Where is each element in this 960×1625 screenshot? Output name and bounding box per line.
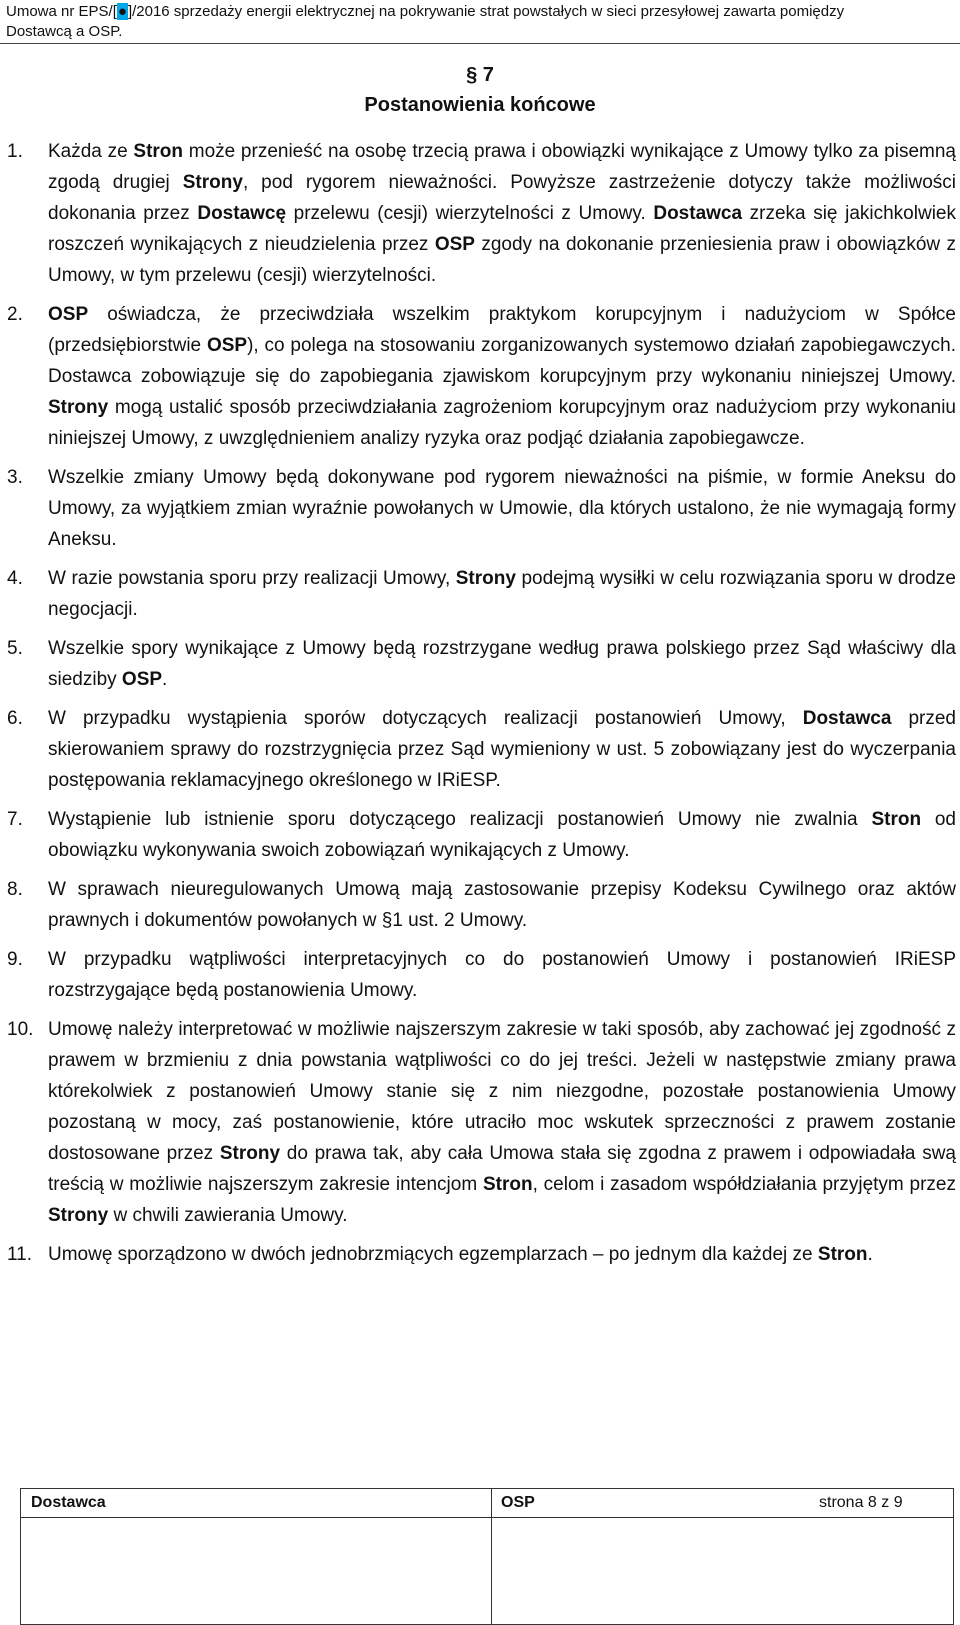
item-text: przelewu (cesji) wierzytelności z Umowy. xyxy=(286,203,654,224)
item-text: Wszelkie zmiany Umowy będą dokonywane pod rygorem nieważności na piśmie, w formie Aneksu do Umowy, za wyjątkiem zmian wyraźnie powołanych w Umowie, dla których ustalono, że nie wymagają formy Aneksu. xyxy=(48,467,956,550)
defined-term: Strony xyxy=(182,172,243,193)
item-text: przed skierowaniem sprawy do rozstrzygnięcia przez Sąd wymieniony w ust. 5 zobowiązany jest do wyczerpania postępowania reklamacyjnego określonego w IRiESP. xyxy=(48,708,956,791)
defined-term: Dostawca xyxy=(653,203,743,224)
item-text: od obowiązku wykonywania swoich zobowiązań wynikających z Umowy. xyxy=(48,809,956,861)
header-divider xyxy=(0,43,960,44)
item-text: W przypadku wystąpienia sporów dotyczących realizacji postanowień Umowy, xyxy=(48,708,803,729)
list-item xyxy=(0,1239,960,1270)
item-number: 2. xyxy=(7,304,23,325)
item-number: 9. xyxy=(7,949,23,970)
footer-header-row xyxy=(21,1489,953,1518)
item-text: do prawa tak, aby cała Umowa stała się zgodna z prawem i odpowiadała swą treścią w możliwie najszerszym zakresie intencjom xyxy=(48,1143,956,1195)
defined-term: OSP xyxy=(48,304,89,325)
defined-term: Strony xyxy=(48,397,109,418)
list-item xyxy=(0,299,960,454)
defined-term: Stron xyxy=(817,1244,868,1265)
defined-term: Stron xyxy=(871,809,922,830)
placeholder-marker: ● xyxy=(117,3,127,20)
list-item xyxy=(0,944,960,1006)
item-text: , pod rygorem nieważności. Powyższe zastrzeżenie dotyczy także możliwości dokonania przez xyxy=(48,172,956,224)
item-text: . xyxy=(867,1244,873,1265)
item-number: 4. xyxy=(7,568,23,589)
list-item xyxy=(0,633,960,695)
item-number: 3. xyxy=(7,467,23,488)
list-item xyxy=(0,462,960,555)
list-item xyxy=(0,1014,960,1231)
item-text: Każda ze xyxy=(48,141,134,162)
section-title: Postanowienia końcowe xyxy=(364,94,596,116)
section-number: § 7 xyxy=(466,64,494,86)
item-text: oświadcza, że przeciwdziała wszelkim praktykom korupcyjnym i nadużyciom w Spółce (przedsiębiorstwie xyxy=(48,304,956,356)
item-text: mogą ustalić sposób przeciwdziałania zagrożeniom korupcyjnym oraz nadużyciom przy wykonaniu niniejszej Umowy, z uwzględnieniem analizy ryzyka oraz podjąć działania zapobiegawcze. xyxy=(48,397,956,449)
item-text: Umowę sporządzono w dwóch jednobrzmiących egzemplarzach – po jednym dla każdej ze xyxy=(48,1244,818,1265)
item-number: 1. xyxy=(7,141,23,162)
list-item xyxy=(0,804,960,866)
header-line-2: Dostawcą a OSP. xyxy=(6,23,123,40)
item-text: W razie powstania sporu przy realizacji Umowy, xyxy=(48,568,456,589)
item-text: ), co polega na stosowaniu zorganizowanych systemowo działań zapobiegawczych. Dostawca zobowiązuje się do zapobiegania zjawiskom korupcyjnym przy wykonaniu niniejszej Umowy. xyxy=(48,335,956,387)
defined-term: OSP xyxy=(206,335,248,356)
item-text: podejmą wysiłki w celu rozwiązania sporu w drodze negocjacji. xyxy=(48,568,956,620)
defined-term: Stron xyxy=(482,1174,533,1195)
defined-term: Strony xyxy=(219,1143,281,1164)
item-number: 8. xyxy=(7,879,23,900)
list-item xyxy=(0,563,960,625)
item-text: , celom i zasadom współdziałania przyjętym przez xyxy=(532,1174,956,1195)
item-text: może przenieść na osobę trzecią prawa i obowiązki wynikające z Umowy tylko za pisemną zgodą drugiej xyxy=(48,141,956,193)
item-text: Umowę należy interpretować w możliwie najszerszym zakresie w taki sposób, aby zachować jej zgodność z prawem w brzmieniu z dnia powstania wątpliwości co do jej treści. Jeżeli w następstwie zmiany prawa którekolwiek z postanowień Umowy stanie się z nim niezgodne, pozostałe postanowienia Umowy pozostaną w mocy, zaś postanowienie, które utraciło moc wskutek sprzeczności z prawem zostanie dostosowane przez xyxy=(48,1019,956,1164)
list-item xyxy=(0,136,960,291)
defined-term: Stron xyxy=(133,141,184,162)
item-text: W przypadku wątpliwości interpretacyjnych co do postanowień Umowy i postanowień IRiESP rozstrzygające będą postanowienia Umowy. xyxy=(48,949,956,1001)
list-item xyxy=(0,874,960,936)
item-text: w chwili zawierania Umowy. xyxy=(108,1205,348,1226)
defined-term: OSP xyxy=(434,234,475,255)
item-text: zgody na dokonanie przeniesienia praw i obowiązków z Umowy, w tym przelewu (cesji) wierzytelności. xyxy=(48,234,957,286)
defined-term: OSP xyxy=(121,669,163,690)
item-text: . xyxy=(162,669,168,690)
item-text: zrzeka się jakichkolwiek roszczeń wynikających z nieudzielenia przez xyxy=(48,203,956,255)
defined-term: Dostawcę xyxy=(197,203,287,224)
item-number: 10. xyxy=(7,1019,34,1040)
item-text: Wystąpienie lub istnienie sporu dotyczącego realizacji postanowień Umowy nie zwalnia xyxy=(48,809,872,830)
item-text: W sprawach nieuregulowanych Umową mają zastosowanie przepisy Kodeksu Cywilnego oraz aktów prawnych i dokumentów powołanych w §1 ust. 2 Umowy. xyxy=(48,879,956,931)
header-line-1: Umowa nr EPS/[●]/2016 sprzedaży energii elektrycznej na pokrywanie strat powstałych w sieci przesyłowej zawarta pomiędzy xyxy=(6,3,845,20)
provisions-list xyxy=(0,136,960,1278)
document-header xyxy=(6,2,956,42)
page-number: strona 8 z 9 xyxy=(819,1494,903,1511)
defined-term: Strony xyxy=(455,568,516,589)
item-text: Wszelkie spory wynikające z Umowy będą rozstrzygane według prawa polskiego przez Sąd właściwy dla siedziby xyxy=(48,638,956,690)
footer-osp-label: OSP xyxy=(501,1494,535,1511)
signature-footer xyxy=(20,1488,954,1625)
item-number: 6. xyxy=(7,708,23,729)
footer-divider xyxy=(491,1489,492,1624)
defined-term: Strony xyxy=(48,1205,109,1226)
item-number: 7. xyxy=(7,809,23,830)
footer-supplier-label: Dostawca xyxy=(31,1494,106,1511)
item-number: 11. xyxy=(7,1244,33,1265)
item-number: 5. xyxy=(7,638,23,659)
defined-term: Dostawca xyxy=(802,708,892,729)
list-item xyxy=(0,703,960,796)
